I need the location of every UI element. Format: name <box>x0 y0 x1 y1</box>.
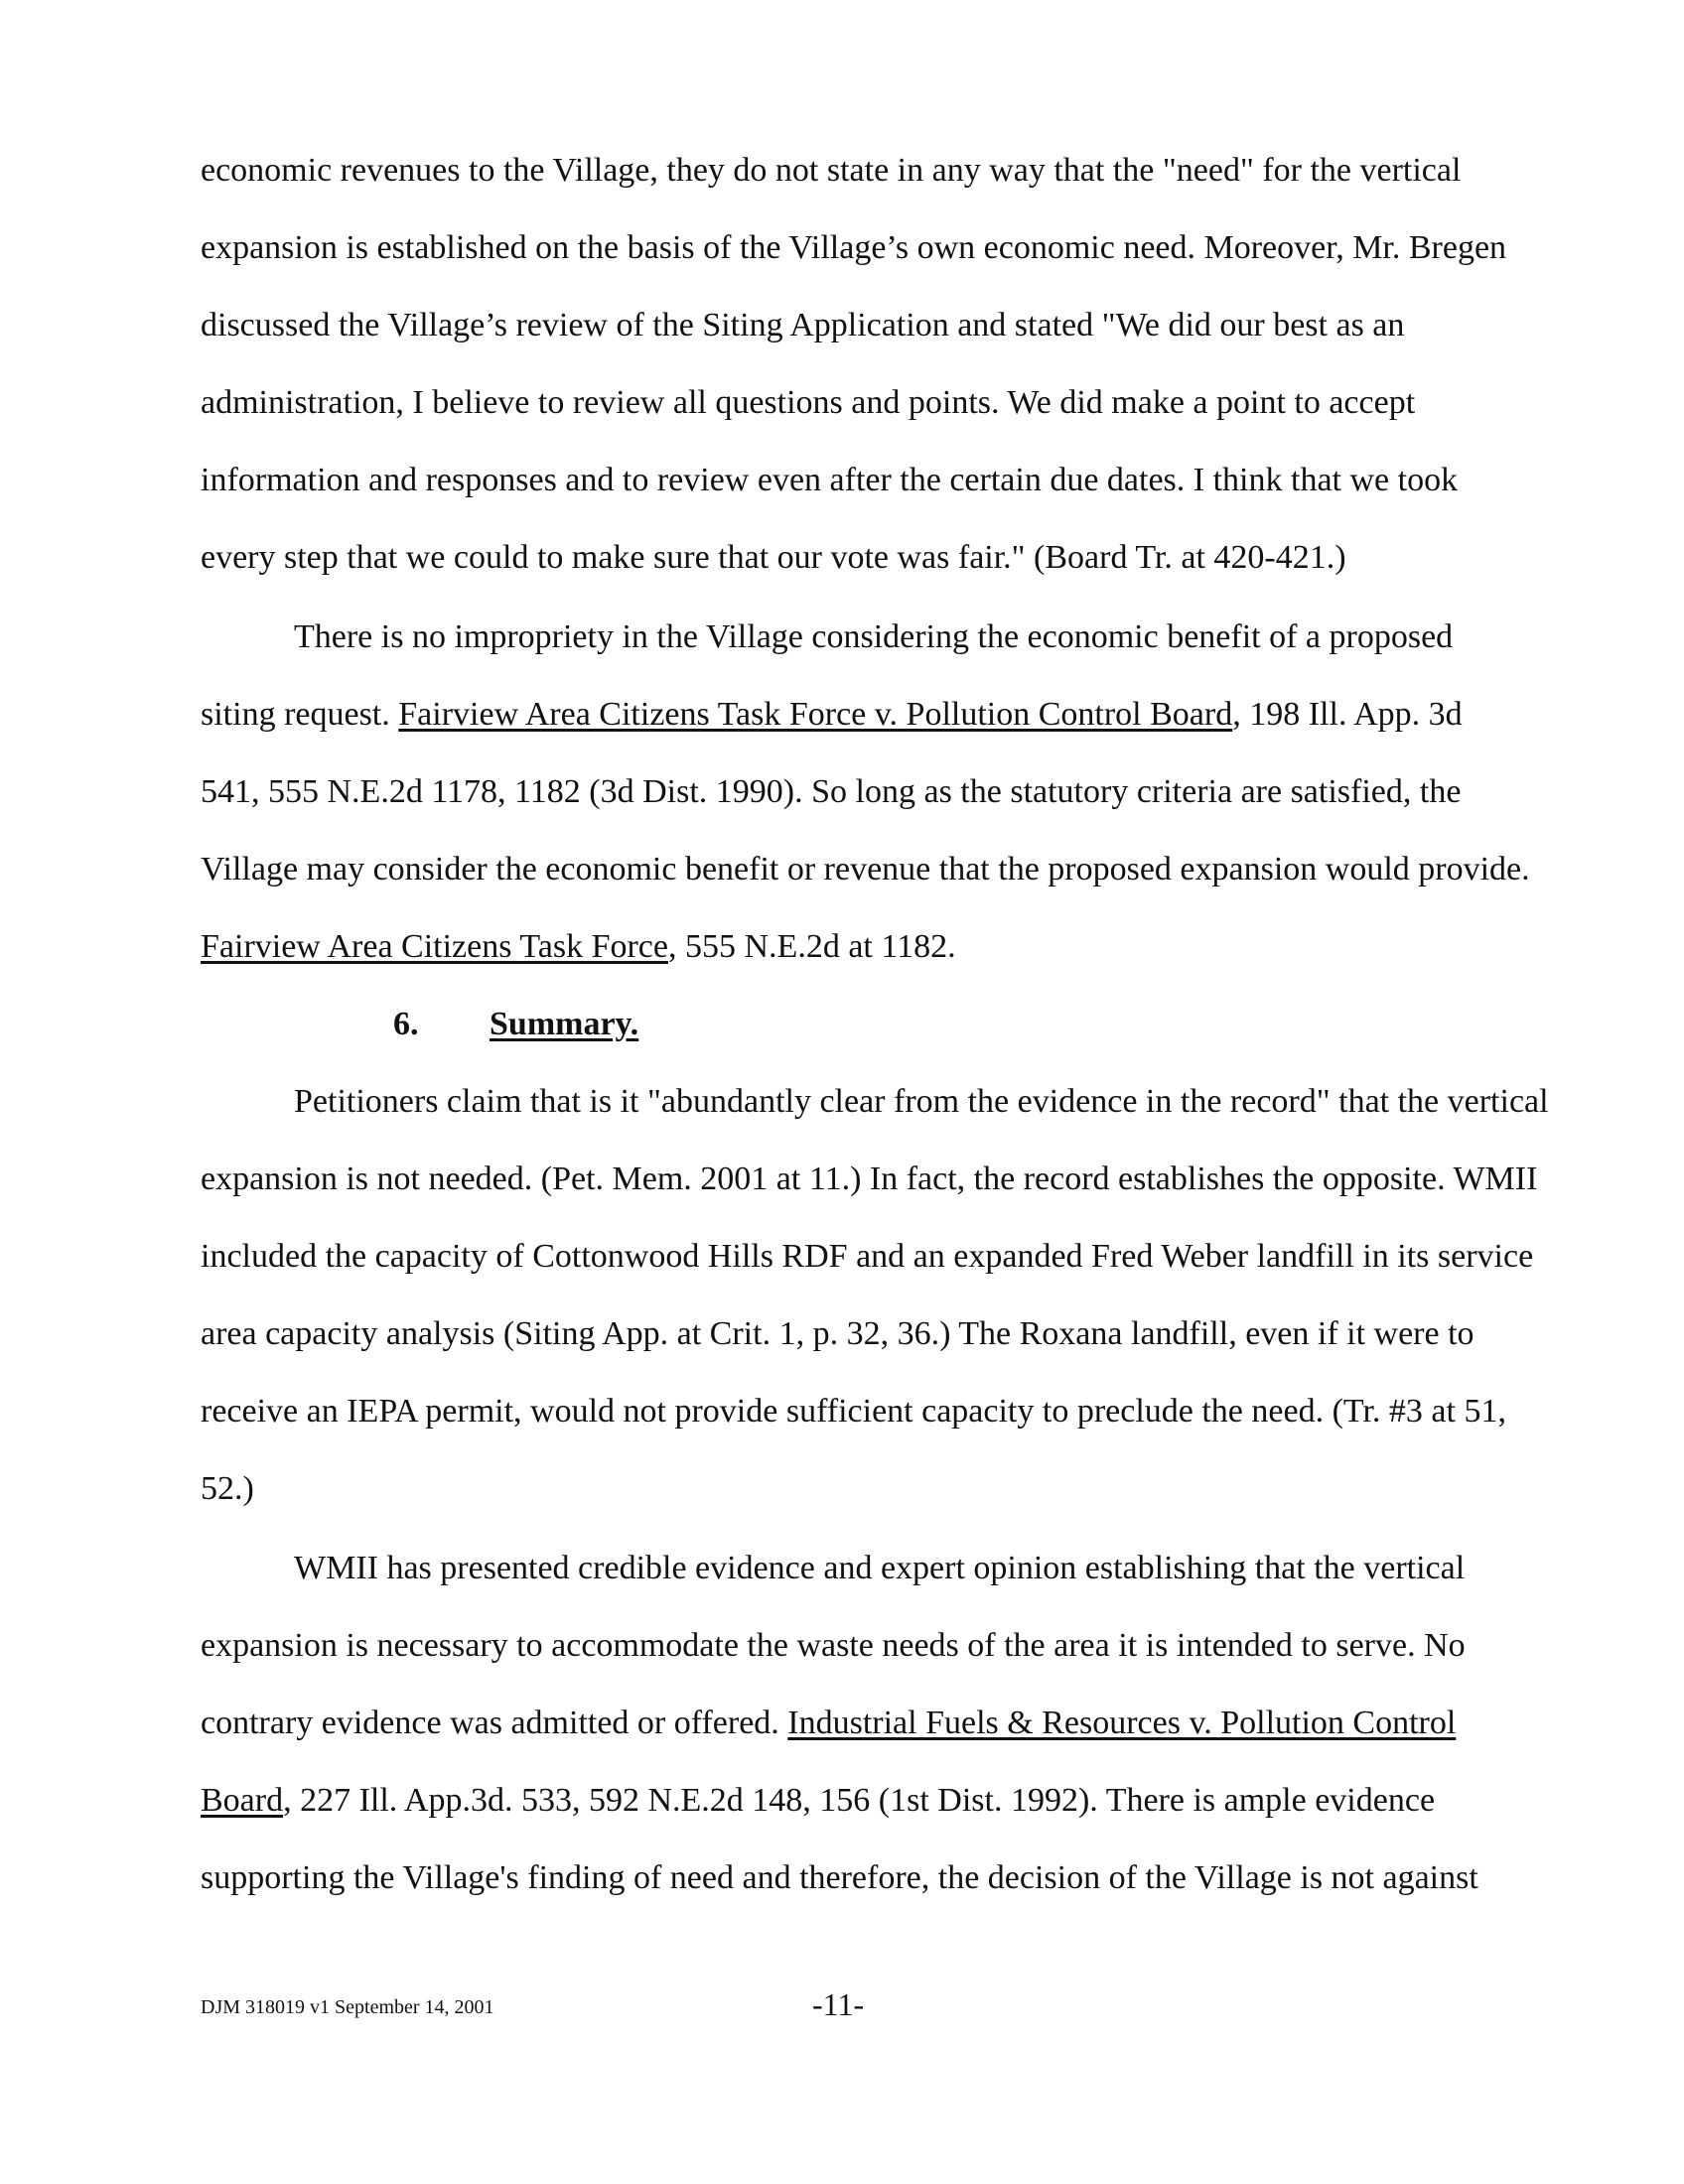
body-line: receive an IEPA permit, would not provide sufficient capacity to preclude the need. (Tr. #3 at 51, <box>201 1393 1506 1430</box>
body-line: area capacity analysis (Siting App. at Crit. 1, p. 32, 36.) The Roxana landfill, even if it were to <box>201 1315 1474 1352</box>
body-line: Petitioners claim that is it "abundantly clear from the evidence in the record" that the vertical <box>294 1083 1549 1120</box>
body-line: expansion is necessary to accommodate the waste needs of the area it is intended to serve. No <box>201 1627 1466 1664</box>
body-line: 52.) <box>201 1470 254 1507</box>
page-number: -11- <box>812 1986 865 2022</box>
text-run: contrary evidence was admitted or offered. <box>201 1705 788 1741</box>
body-line: every step that we could to make sure that our vote was fair." (Board Tr. at 420-421.) <box>201 539 1346 576</box>
case-citation: Board <box>201 1782 284 1819</box>
text-run: siting request. <box>201 696 399 733</box>
body-line-citation <box>201 927 956 967</box>
body-line-citation <box>201 1781 1435 1821</box>
body-line: Village may consider the economic benefit or revenue that the proposed expansion would provide. <box>201 851 1530 887</box>
body-line-citation <box>201 695 1463 735</box>
case-citation: Industrial Fuels & Resources v. Pollution Control <box>787 1705 1457 1741</box>
case-citation: Fairview Area Citizens Task Force <box>201 928 668 965</box>
body-line: expansion is not needed. (Pet. Mem. 2001 at 11.) In fact, the record establishes the opposite. WMII <box>201 1160 1538 1197</box>
text-run: , 198 Ill. App. 3d <box>1232 696 1463 733</box>
body-line: information and responses and to review even after the certain due dates. I think that we took <box>201 462 1459 498</box>
body-line: expansion is established on the basis of the Village’s own economic need. Moreover, Mr. Bregen <box>201 229 1507 266</box>
body-line: discussed the Village’s review of the Siting Application and stated "We did our best as an <box>201 307 1405 343</box>
body-line: included the capacity of Cottonwood Hills RDF and an expanded Fred Weber landfill in its service <box>201 1238 1534 1275</box>
document-id: DJM 318019 v1 September 14, 2001 <box>201 1996 494 2018</box>
text-run: , 227 Ill. App.3d. 533, 592 N.E.2d 148, 156 (1st Dist. 1992). There is ample evidence <box>283 1782 1436 1819</box>
case-citation: Fairview Area Citizens Task Force v. Pollution Control Board <box>398 696 1233 733</box>
body-line-citation <box>201 1704 1456 1743</box>
section-heading: Summary. <box>490 1006 639 1042</box>
body-line: 541, 555 N.E.2d 1178, 1182 (3d Dist. 1990). So long as the statutory criteria are satisfied, the <box>201 773 1462 810</box>
body-line: There is no impropriety in the Village considering the economic benefit of a proposed <box>294 618 1454 655</box>
body-line: WMII has presented credible evidence and expert opinion establishing that the vertical <box>294 1550 1466 1586</box>
body-line: economic revenues to the Village, they do not state in any way that the "need" for the vertical <box>201 152 1462 189</box>
section-number: 6. <box>393 1006 419 1042</box>
body-line: supporting the Village's finding of need and therefore, the decision of the Village is not against <box>201 1859 1478 1896</box>
body-line: administration, I believe to review all questions and points. We did make a point to accept <box>201 384 1416 421</box>
text-run: , 555 N.E.2d at 1182. <box>668 928 956 965</box>
